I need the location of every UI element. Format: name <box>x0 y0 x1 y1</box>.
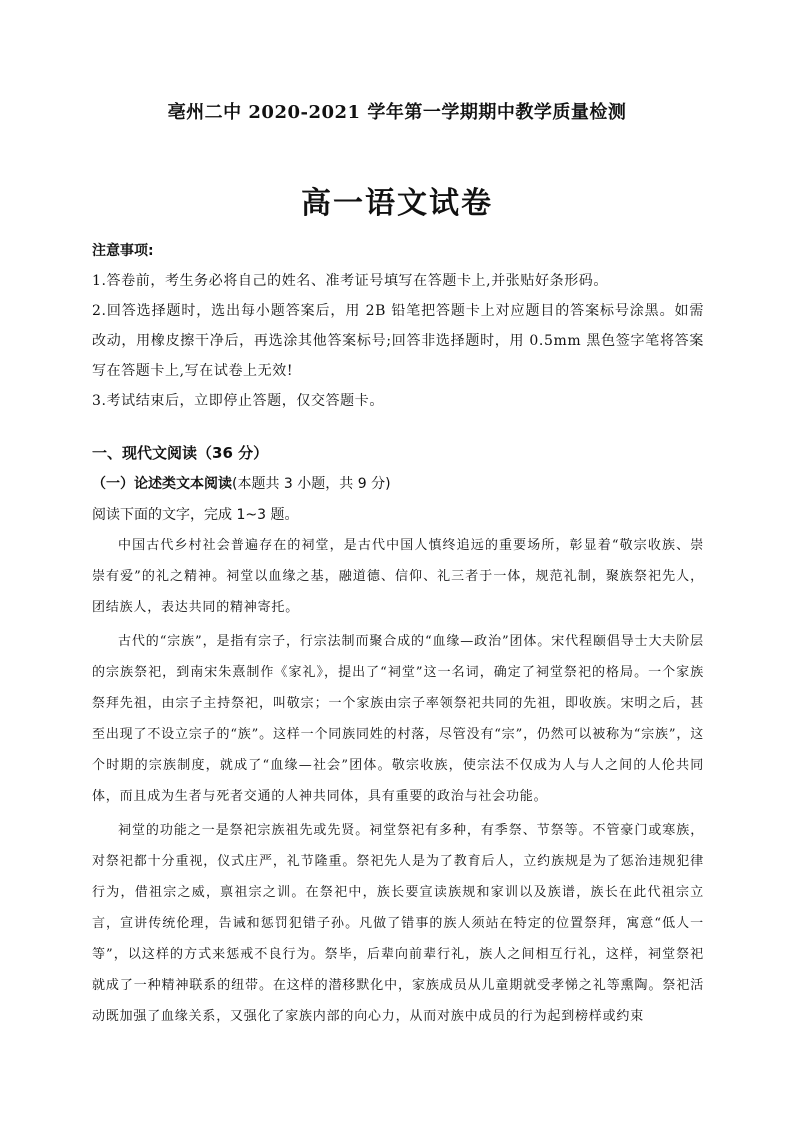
subsection-note: (本题共 3 小题，共 9 分) <box>232 476 391 492</box>
notice-heading: 注意事项: <box>92 243 154 259</box>
passage-paragraph-2: 古代的“宗族”，是指有宗子，行宗法制而聚合成的“血缘—政治”团体。宋代程颐倡导士大夫阶层的宗族祭祀，到南宋朱熹制作《家礼》，提出了“祠堂”这一名词，确定了祠堂祭祀的格局。一个家族祭拜先祖，由宗子主持祭祀，叫敬宗；一个家族由宗子率领祭祀共同的先祖，即收族。宋明之后，甚至出现了不设立宗子的“族”。这样一个同族同姓的村落，尽管没有“宗”，仍然可以被称为“宗族”，这个时期的宗族制度，就成了“血缘—社会”团体。敬宗收族，使宗法不仅成为人与人之间的人伦共同体，而且成为生者与死者交通的人神共同体，具有重要的政治与社会功能。 <box>92 634 704 804</box>
notice-item-2: 2.回答选择题时，选出每小题答案后，用 2B 铅笔把答题卡上对应题目的答案标号涂黑。如需改动，用橡皮擦干净后，再选涂其他答案标号;回答非选择题时，用 0.5mm 黑色签字笔将答案写在答题卡上,写在试卷上无效! <box>92 303 704 379</box>
subsection-title: （一）论述类文本阅读 <box>92 476 232 492</box>
exam-subtitle: 亳州二中 2020-2021 学年第一学期期中教学质量检测 <box>167 102 627 123</box>
reading-instruction: 阅读下面的文字，完成 1~3 题。 <box>92 507 299 523</box>
notice-item-1: 1.答卷前，考生务必将自己的姓名、准考证号填写在答题卡上,并张贴好条形码。 <box>92 273 609 289</box>
exam-title: 高一语文试卷 <box>301 186 493 221</box>
notice-section <box>92 240 704 416</box>
passage-paragraph-1: 中国古代乡村社会普遍存在的祠堂，是古代中国人慎终追远的重要场所，彰显着“敬宗收族、崇崇有爱”的礼之精神。祠堂以血缘之基，融道德、信仰、礼三者于一体，规范礼制，聚族祭祀先人，团结族人，表达共同的精神寄托。 <box>92 538 704 615</box>
passage-paragraph-3: 祠堂的功能之一是祭祀宗族祖先或先贤。祠堂祭祀有多种，有季祭、节祭等。不管豪门或寒族，对祭祀都十分重视，仪式庄严，礼节隆重。祭祀先人是为了教育后人，立约族规是为了惩治违规犯律行为，借祖宗之威，禀祖宗之训。在祭祀中，族长要宣读族规和家训以及族谱，族长在此代祖宗立言，宣讲传统伦理，告诫和惩罚犯错子孙。凡做了错事的族人须站在特定的位置祭拜，寓意“低人一等”，以这样的方式来惩戒不良行为。祭毕，后辈向前辈行礼，族人之间相互行礼，这样，祠堂祭祀就成了一种精神联系的纽带。在这样的潜移默化中，家族成员从儿童期就受孝悌之礼等熏陶。祭祀活动既加强了血缘关系，又强化了家族内部的向心力，从而对族中成员的行为起到榜样或约束 <box>92 823 704 1024</box>
subsection-heading <box>92 473 391 493</box>
section-heading: 一、现代文阅读（36 分） <box>92 444 269 462</box>
notice-item-3: 3.考试结束后，立即停止答题，仅交答题卡。 <box>92 393 384 409</box>
reading-passage <box>92 530 704 1035</box>
